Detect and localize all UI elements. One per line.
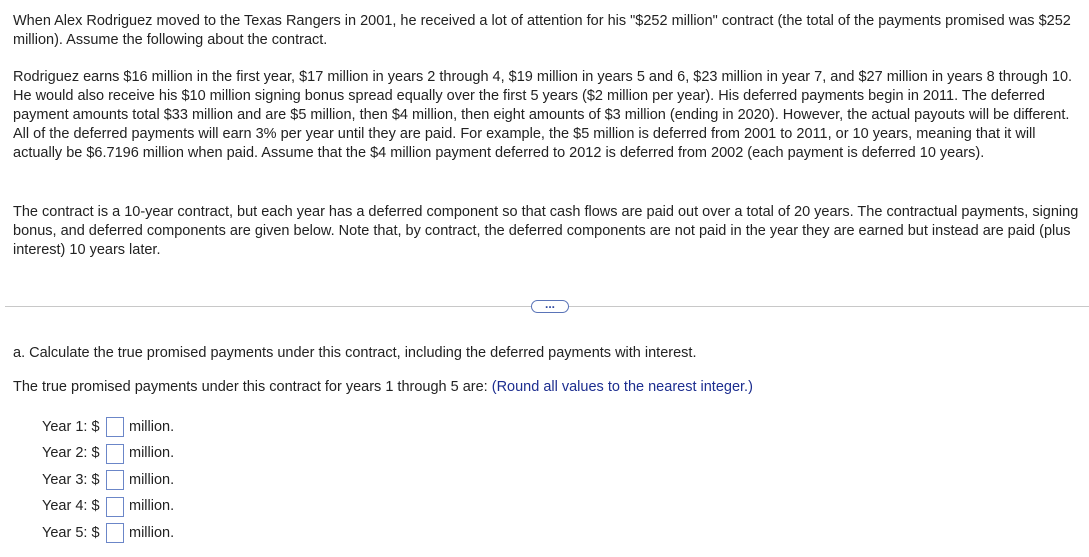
answer-list bbox=[42, 414, 174, 547]
problem-paragraph-3: The contract is a 10-year contract, but each year has a deferred component so that cash flows are paid out over a total of 20 years. The contractual payments, signing bonus, and deferred components are given below. Note that, by contract, the deferred components are not paid in the year they are earned but instead are paid (plus interest) 10 years later. bbox=[13, 204, 1079, 258]
answer-unit: million. bbox=[129, 498, 175, 515]
answer-label: Year 5: $ bbox=[42, 524, 100, 541]
expand-more-button[interactable] bbox=[531, 297, 569, 313]
year-5-input[interactable] bbox=[106, 523, 124, 543]
answer-unit: million. bbox=[129, 524, 175, 541]
rounding-hint: (Round all values to the nearest integer.) bbox=[491, 379, 753, 395]
year-4-input[interactable] bbox=[106, 497, 124, 517]
question-part-a: a. Calculate the true promised payments under this contract, including the deferred payments with interest. bbox=[13, 345, 697, 361]
year-2-input[interactable] bbox=[106, 444, 124, 464]
answer-row-year-5 bbox=[42, 520, 174, 547]
ellipsis-icon: ... bbox=[544, 297, 555, 311]
problem-paragraph-1: When Alex Rodriguez moved to the Texas Rangers in 2001, he received a lot of attention for his "$252 million" contract (the total of the payments promised was $252 million). Assume the following about the contract. bbox=[13, 13, 1071, 48]
question-prompt bbox=[13, 378, 1081, 397]
answer-unit: million. bbox=[129, 418, 175, 435]
year-3-input[interactable] bbox=[106, 470, 124, 490]
answer-row-year-3 bbox=[42, 467, 174, 494]
answer-label: Year 4: $ bbox=[42, 498, 100, 515]
answer-label: Year 2: $ bbox=[42, 445, 100, 462]
answer-label: Year 1: $ bbox=[42, 418, 100, 435]
question-prompt-text: The true promised payments under this contract for years 1 through 5 are: bbox=[13, 379, 492, 395]
problem-paragraph-2: Rodriguez earns $16 million in the first year, $17 million in years 2 through 4, $19 million in years 5 and 6, $23 million in year 7, and $27 million in years 8 through 10. He would also receive his $10 million signing bonus spread equally over the first 5 years ($2 million per year). His deferred payments begin in 2011. The deferred payment amounts total $33 million and are $5 million, then $4 million, then eight amounts of $3 million (ending in 2020). However, the actual payouts will be different. All of the deferred payments will earn 3% per year until they are paid. For example, the $5 million is deferred from 2001 to 2011, or 10 years, meaning that it will actually be $6.7196 million when paid. Assume that the $4 million payment deferred to 2012 is deferred from 2002 (each payment is deferred 10 years). bbox=[13, 69, 1073, 161]
answer-row-year-2 bbox=[42, 441, 174, 468]
answer-unit: million. bbox=[129, 471, 175, 488]
answer-unit: million. bbox=[129, 445, 175, 462]
answer-row-year-4 bbox=[42, 494, 174, 521]
answer-label: Year 3: $ bbox=[42, 471, 100, 488]
answer-row-year-1 bbox=[42, 414, 174, 441]
year-1-input[interactable] bbox=[106, 417, 124, 437]
